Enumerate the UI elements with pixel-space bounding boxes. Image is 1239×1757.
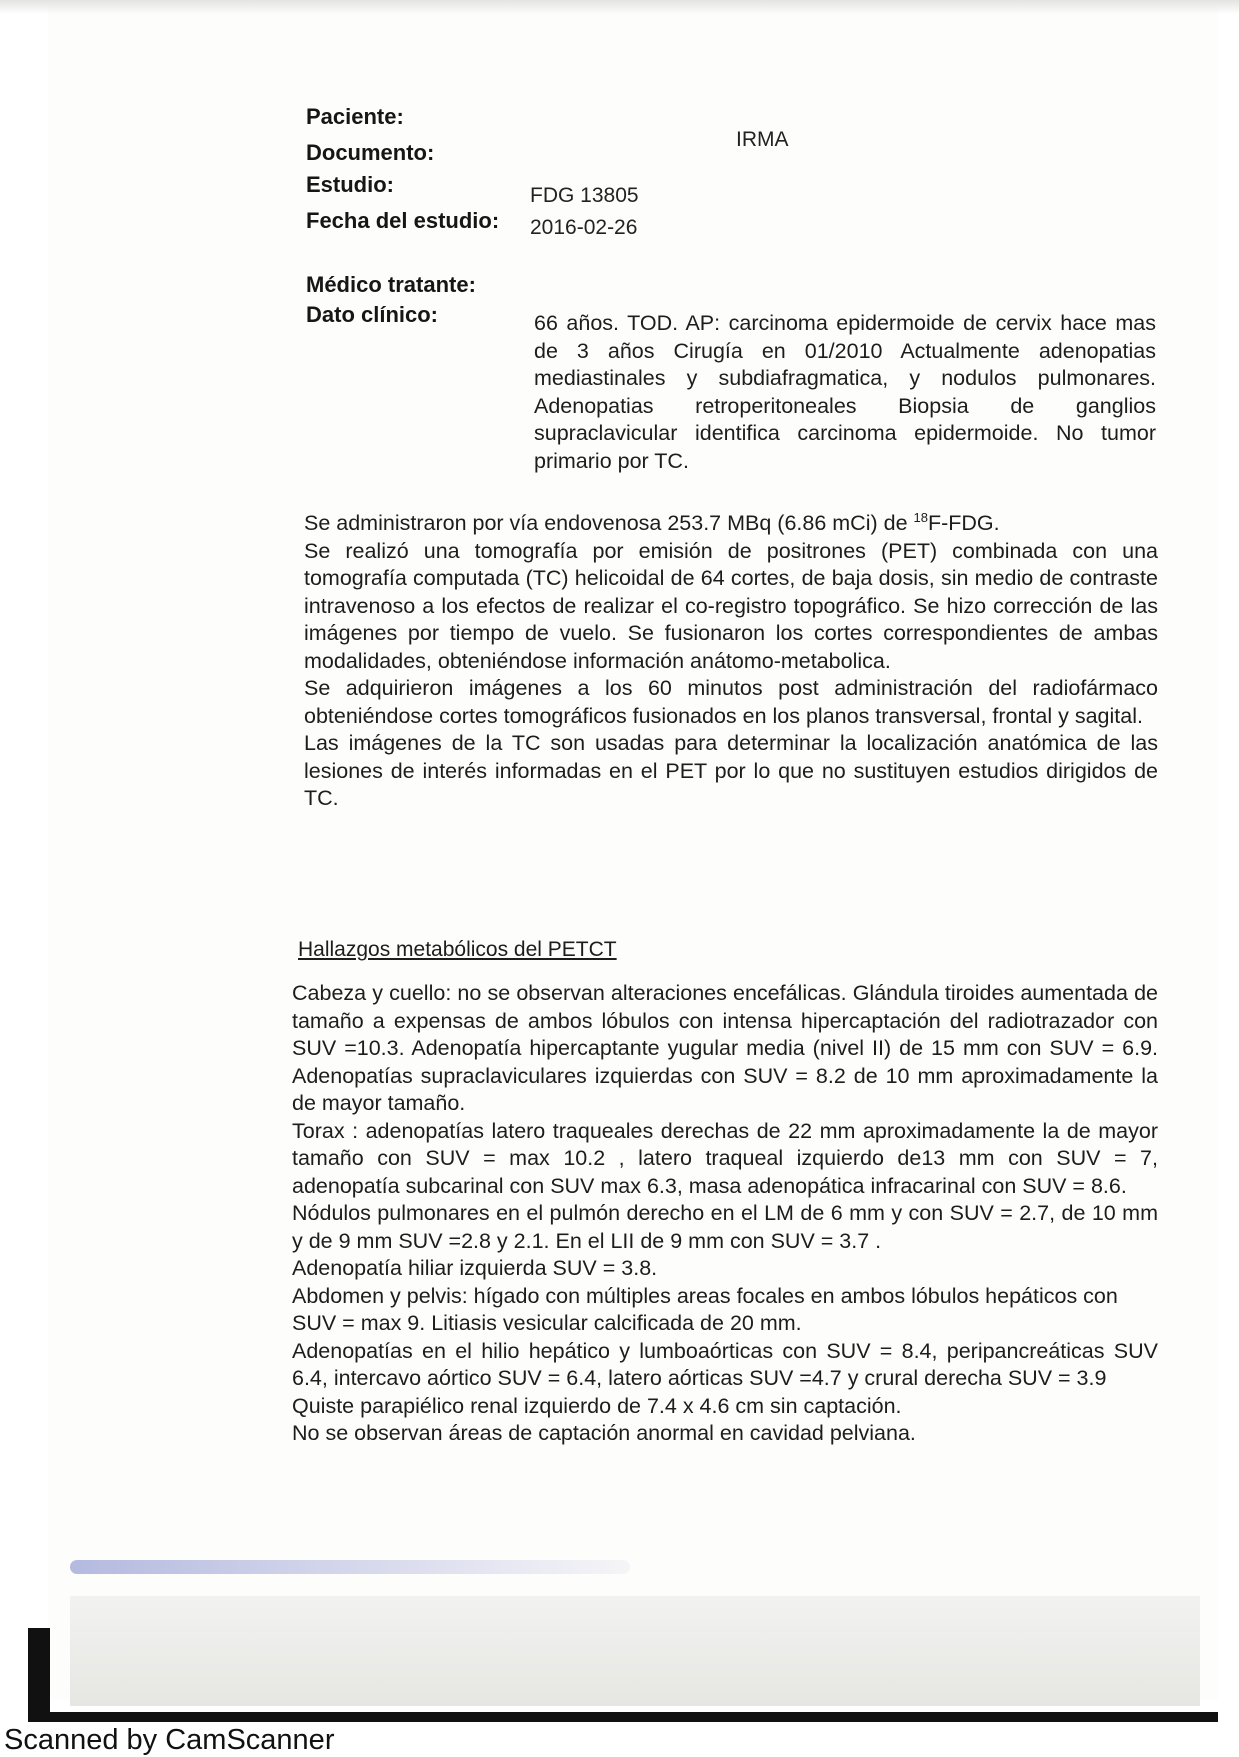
camscanner-watermark [0, 1722, 420, 1754]
scan-edge-bottom [28, 1712, 1218, 1722]
fecha-estudio-value: 2016-02-26 [530, 216, 638, 239]
fecha-estudio-label: Fecha del estudio: [306, 208, 500, 233]
paciente-label: Paciente: [306, 104, 404, 129]
scan-edge-left [28, 1628, 50, 1724]
finding-pelvis: No se observan áreas de captación anormal en cavidad pelviana. [292, 1421, 916, 1445]
finding-abdomen: Abdomen y pelvis: hígado con múltiples areas focales en ambos lóbulos hepáticos con [292, 1283, 1118, 1308]
findings-title: Hallazgos metabólicos del PETCT [298, 938, 617, 961]
estudio-label: Estudio: [306, 172, 394, 197]
page-footer-area [70, 1596, 1200, 1706]
documento-label: Documento: [306, 140, 435, 165]
watermark-text: Scanned by CamScanner [4, 1724, 335, 1756]
medico-tratante-label: Médico tratante: [306, 272, 476, 297]
procedure-acquisition: Se adquirieron imágenes a los 60 minutos post administración del radiofármaco obteniéndose cortes tomográficos fusionados en los planos transversal, frontal y sagital. [304, 676, 1158, 728]
procedure-dose: Se administraron por vía endovenosa 253.7 MBq (6.86 mCi) de $^{18}$F-FDG. [304, 509, 1000, 535]
finding-renal-cyst: Quiste parapiélico renal izquierdo de 7.4 x 4.6 cm sin captación. [292, 1393, 902, 1418]
procedure-technique: Se realizó una tomografía por emisión de positrones (PET) combinada con una tomografía computada (TC) helicoidal de 64 cortes, de baja dosis, sin medio de contraste intravenoso a los efectos de realizar el co-registro topográfico. Se hizo corrección de las imágenes por tiempo de vuelo. Se fusionaron los cortes correspondientes de ambas modalidades, obteniéndose información anátomo-metabolica. [304, 538, 1158, 673]
findings-section [292, 980, 1158, 1448]
finding-hilar: Adenopatía hiliar izquierda SUV = 3.8. [292, 1256, 658, 1280]
finding-liver-suv: SUV = max 9. Litiasis vesicular calcificada de 20 mm. [292, 1311, 802, 1335]
procedure-ct-note: Las imágenes de la TC son usadas para determinar la localización anatómica de las lesiones de interés informadas en el PET por lo que no sustituyen estudios dirigidos de TC. [304, 731, 1158, 810]
estudio-value: FDG 13805 [530, 184, 639, 207]
dato-clinico-text: 66 años. TOD. AP: carcinoma epidermoide de cervix hace mas de 3 años Cirugía en 01/2010 Actualmente adenopatias mediastinales y subdiafragmatica, y nodulos pulmonares. Adenopatias retroperitoneales Biopsia de ganglios supraclavicular identifica carcinoma epidermoide. No tumor primario por TC. [534, 311, 1156, 473]
scan-shadow [0, 0, 1239, 14]
finding-head-neck: Cabeza y cuello: no se observan alteraciones encefálicas. Glándula tiroides aumentada de tamaño a expensas de ambos lóbulos con intensa hipercaptación del radiotrazador con SUV =10.3. Adenopatía hipercaptante yugular media (nivel II) de 15 mm con SUV = 6.9. Adenopatías supraclaviculares izquierdas con SUV = 8.2 de 10 mm aproximadamente la de mayor tamaño. [292, 981, 1158, 1115]
finding-adenopathies: Adenopatías en el hilio hepático y lumboaórticas con SUV = 8.4, peripancreáticas SUV 6.4, intercavo aórtico SUV = 6.4, latero aórticas SUV =4.7 y crural derecha SUV = 3.9 [292, 1338, 1158, 1390]
paciente-value: IRMA [736, 128, 789, 151]
procedure-section [304, 510, 1158, 813]
finding-thorax: Torax : adenopatías latero traqueales derechas de 22 mm aproximadamente la de mayor tamaño con SUV = max 10.2 , latero traqueal izquierdo de13 mm con SUV = 7, adenopatía subcarinal con SUV max 6.3, masa adenopática infracarinal con SUV = 8.6. [292, 1118, 1158, 1198]
scan-smudge [70, 1560, 630, 1574]
finding-lung-nodules: Nódulos pulmonares en el pulmón derecho en el LM de 6 mm y con SUV = 2.7, de 10 mm y de 9 mm SUV =2.8 y 2.1. En el LII de 9 mm con SUV = 3.7 . [292, 1201, 1158, 1253]
dato-clinico-label: Dato clínico: [306, 302, 439, 327]
